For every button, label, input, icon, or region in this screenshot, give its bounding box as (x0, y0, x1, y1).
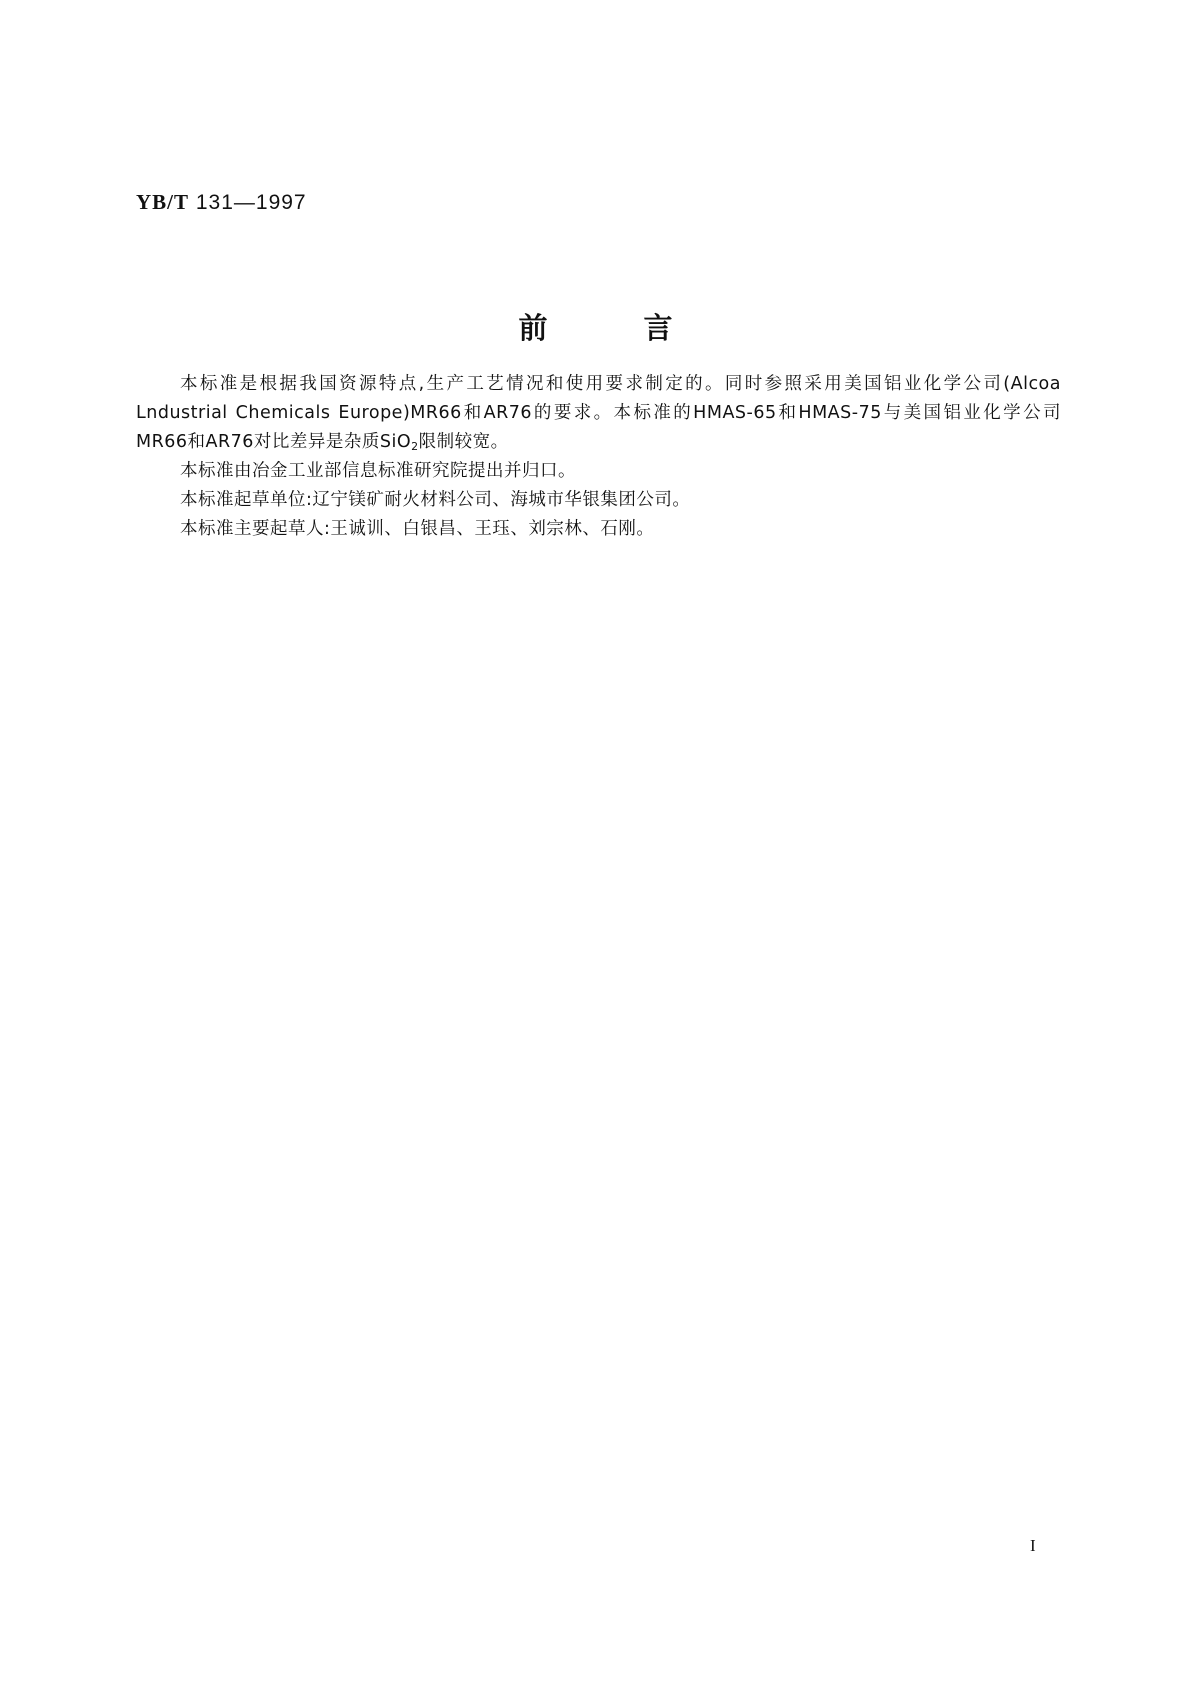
page-title (0, 306, 1191, 347)
paragraph-proposer: 本标准由冶金工业部信息标准研究院提出并归口。 (180, 461, 576, 481)
paragraph-basis (136, 370, 1061, 457)
paragraph-basis-text: 本标准是根据我国资源特点,生产工艺情况和使用要求制定的。同时参照采用美国铝业化学公司(Alcoa Lndustrial Chemicals Europe)MR66和AR76的要求。本标准的HMAS-65和HMAS-75与美国铝业化学公司MR66和AR76对比差异是杂质SiO (136, 374, 1061, 452)
foreword-body (136, 370, 1061, 544)
standard-code (136, 190, 307, 215)
page-number: I (1030, 1536, 1036, 1555)
standard-number: 131—1997 (195, 191, 307, 214)
paragraph-drafting-units: 本标准起草单位:辽宁镁矿耐火材料公司、海城市华银集团公司。 (180, 490, 691, 510)
sio2-subscript: 2 (411, 440, 419, 453)
title-char-2: 言 (643, 311, 673, 345)
paragraph-drafters: 本标准主要起草人:王诚训、白银昌、王珏、刘宗林、石刚。 (180, 519, 655, 539)
standard-prefix: YB/T (136, 190, 190, 214)
paragraph-basis-end: 限制较宽。 (418, 432, 509, 452)
title-char-1: 前 (518, 311, 548, 345)
